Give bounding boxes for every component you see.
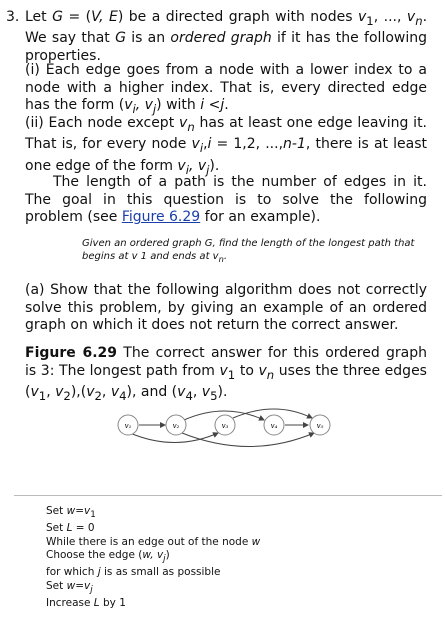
part-a: (a) Show that the following algorithm does not correctly solve this problem, by giving an example of an ordered graph on which it does not return the correct answer. (25, 282, 427, 333)
property-ii: (ii) Each node except $v_n$ has at least one edge leaving it. That is, for every node $v_i,i = 1,2$, ...,n-1, there is at least one edge of the form $v_i$, $v_j$). (25, 115, 428, 177)
problem-statement: Given an ordered graph G, find the length of the longest path that begins at v 1 and ends at $v_n$. (82, 238, 415, 264)
problem-number: 3. (6, 9, 20, 25)
algorithm-line-6: Set $w=v_j$ (46, 579, 93, 595)
svg-text:v₂: v₂ (172, 422, 180, 430)
algorithm-line-3: While there is an edge out of the node w (46, 535, 261, 548)
algorithm-line-4: Choose the edge (w, $v_j$) (46, 548, 170, 565)
goal-paragraph: The length of a path is the number of edges in it. The goal in this question is to solve the following problem (see Figure 6.29 for an example). (25, 174, 427, 225)
ordered-graph-diagram (0, 400, 445, 470)
algorithm-line-1: Set $w=v_1$ (46, 505, 96, 521)
svg-text:v₄: v₄ (270, 422, 278, 430)
svg-text:v₅: v₅ (316, 422, 324, 430)
node-v4 (264, 415, 284, 435)
divider (14, 495, 442, 496)
node-v3 (215, 415, 235, 435)
node-v5 (310, 415, 330, 435)
figure-link[interactable]: Figure 6.29 (121, 209, 201, 225)
node-v1 (118, 415, 138, 435)
property-i: (i) Each edge goes from a node with a lower index to a node with a higher index. That is, every directed edge has the form ($v_i$, $v_j$) with i <j. (25, 62, 427, 116)
algorithm-line-7: Increase L by 1 (46, 597, 126, 610)
svg-text:v₁: v₁ (124, 422, 132, 430)
algorithm-block (46, 505, 260, 610)
algorithm-line-2: Set L = 0 (46, 522, 95, 535)
edge-v2-v5 (182, 433, 314, 447)
algorithm-line-5: for which j is as small as possible (46, 566, 221, 579)
intro-paragraph: Let G = (V, E) be a directed graph with nodes $v_1$, ..., $v_n$. We say that G is an ordered graph if it has the following properties. (25, 9, 428, 64)
node-v2 (166, 415, 186, 435)
figure-caption: Figure 6.29 The correct answer for this ordered graph is 3: The longest path from $v_1$ to $v_n$ uses the three edges ($v_1$, $v_2),(v_2$, $v_4$), and ($v_4$, $v_5$). (25, 345, 427, 403)
svg-text:v₃: v₃ (221, 422, 229, 430)
figure-caption-label: Figure 6.29 (25, 345, 118, 361)
